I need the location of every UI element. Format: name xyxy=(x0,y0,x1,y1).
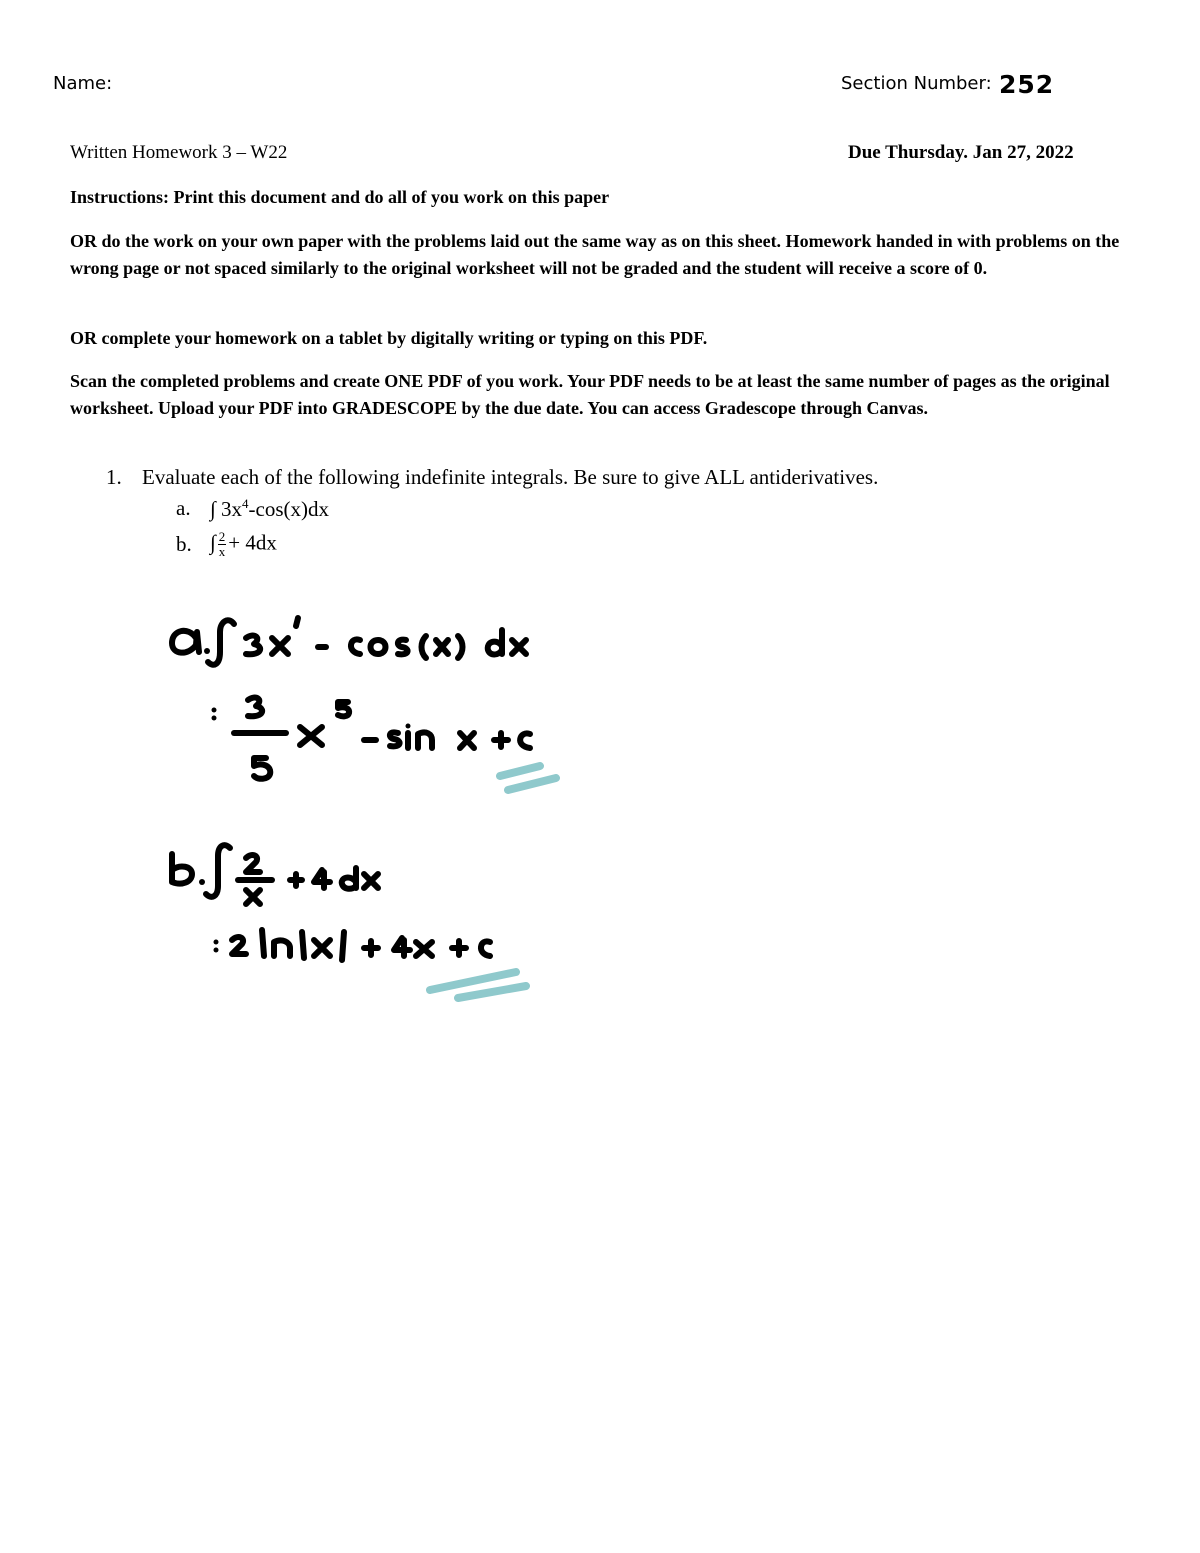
integral-sign: ∫ xyxy=(210,497,216,521)
instructions-paragraph: OR do the work on your own paper with the problems laid out the same way as on this sheet. Homework handed in with problems on the wrong page or not spaced similarly to the original worksheet will not be graded and the student will receive a score of 0. xyxy=(70,231,1120,278)
instructions-paragraph: Scan the completed problems and create ONE PDF of you work. Your PDF needs to be at least the same number of pages as the original worksheet. Upload your PDF into GRADESCOPE by the due date. You can access Gradescope through Canvas. xyxy=(70,371,1110,418)
instructions-paragraph: Instructions: Print this document and do all of you work on this paper xyxy=(70,187,610,207)
document-title: Written Homework 3 – W22 xyxy=(70,142,288,163)
integral-sign: ∫ xyxy=(210,530,216,555)
integrand-term: 3x xyxy=(221,497,243,521)
fraction-denominator: x xyxy=(218,544,226,559)
part-a-letter: a. xyxy=(176,496,191,520)
fraction-numerator: 2 xyxy=(218,529,226,544)
integrand-rest: + 4dx xyxy=(228,530,277,555)
instructions-paragraph: OR complete your homework on a tablet by digitally writing or typing on this PDF. xyxy=(70,328,708,348)
exponent: 4 xyxy=(242,496,249,511)
due-date: Due Thursday. Jan 27, 2022 xyxy=(848,142,1074,163)
handwritten-part-a xyxy=(172,618,556,790)
integrand-rest: -cos(x)dx xyxy=(248,497,329,521)
part-b-letter: b. xyxy=(176,532,192,556)
section-number-label: Section Number: xyxy=(841,73,992,94)
section-number-value: 252 xyxy=(999,70,1055,99)
question-prompt: Evaluate each of the following indefinite integrals. Be sure to give ALL antiderivatives. xyxy=(142,465,879,489)
question-number: 1. xyxy=(106,465,122,489)
handwritten-part-b xyxy=(172,845,526,998)
name-label: Name: xyxy=(53,73,113,94)
